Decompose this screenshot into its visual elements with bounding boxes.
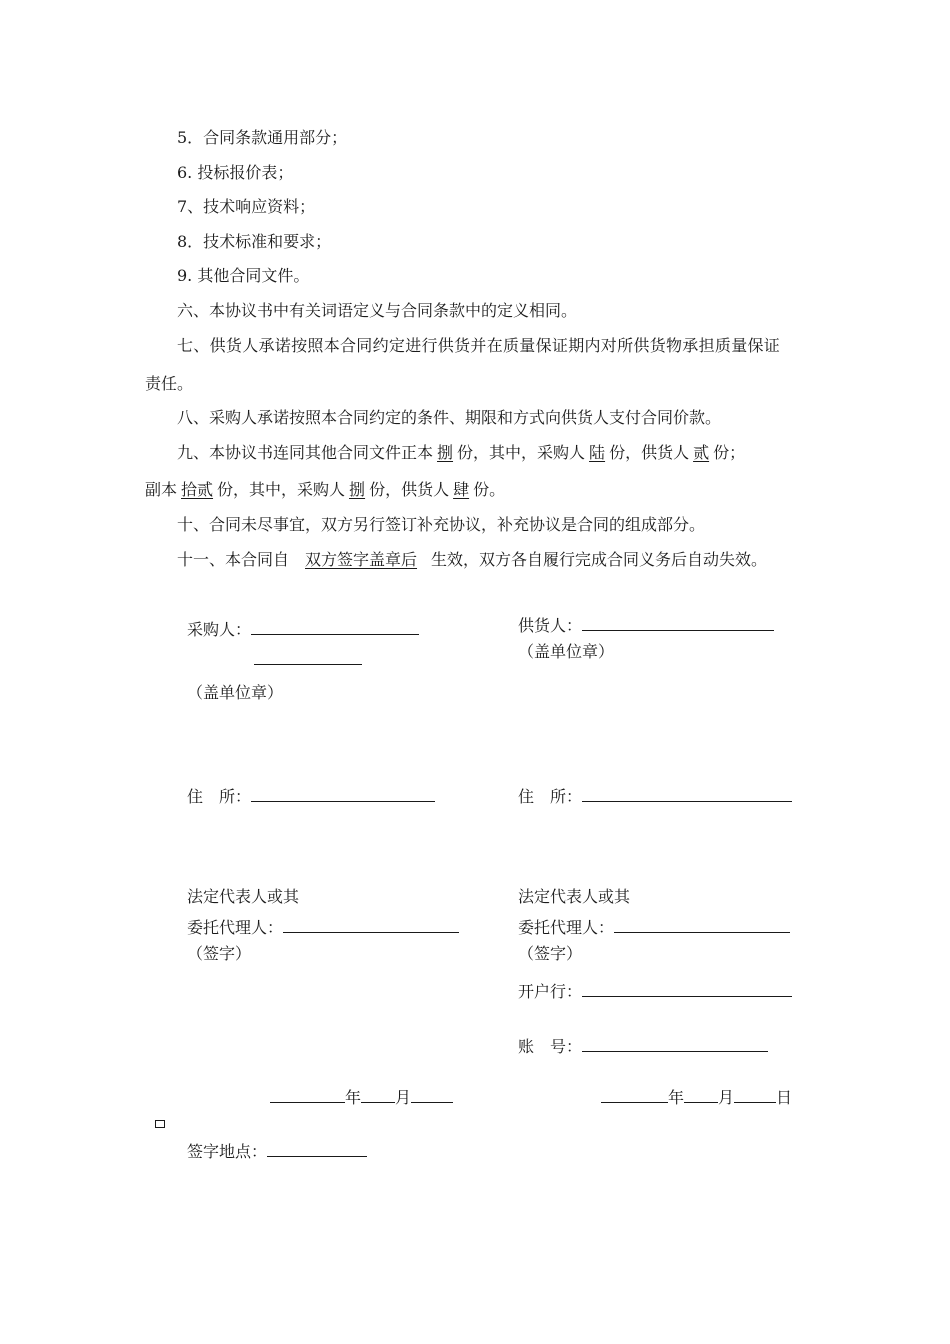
buyer-duplicate-count: 捌 [349,480,366,499]
buyer-agent-blank[interactable] [283,916,459,933]
buyer-label: 采购人： [187,620,252,639]
buyer-original-count: 陆 [589,443,606,462]
clause-9-text: 份，供货人 [369,480,450,499]
supplier-day-blank[interactable] [734,1086,776,1103]
clause-9-text: 份，其中，采购人 [457,443,586,462]
clause-6: 六、本协议书中有关词语定义与合同条款中的定义相同。 [177,301,578,320]
account-field [518,1035,768,1057]
clause-9-text: 份，其中，采购人 [217,480,346,499]
month-label: 月 [718,1088,735,1107]
buyer-field [187,618,419,640]
buyer-address-field [187,785,435,807]
clause-11-text: 生效，双方各自履行完成合同义务后自动失效。 [431,550,768,569]
clause-9-line1 [177,443,745,463]
clause-9-text: 九、本协议书连同其他合同文件正本 [177,443,434,462]
sign-place-blank[interactable] [267,1140,367,1157]
month-label: 月 [395,1088,412,1107]
checkbox-square-icon [155,1113,165,1133]
clause-7-line2: 责任。 [145,374,194,393]
buyer-date [270,1086,453,1108]
clause-8: 八、采购人承诺按照本合同约定的条件、期限和方式向供货人支付合同价款。 [177,408,722,427]
supplier-signature-note: （签字） [518,944,583,963]
supplier-agent-label: 委托代理人： [518,918,615,937]
supplier-date [601,1086,792,1108]
clause-9-text: 副本 [145,480,178,499]
clause-9-line2 [145,480,505,500]
supplier-agent-field [518,916,790,938]
buyer-address-blank[interactable] [251,785,435,802]
account-blank[interactable] [582,1035,768,1052]
day-label: 日 [776,1088,793,1107]
list-item-5: 5．合同条款通用部分； [177,128,348,147]
clause-9-text: 份，供货人 [609,443,690,462]
buyer-month-blank[interactable] [361,1086,395,1103]
clause-11 [177,550,767,570]
buyer-blank-2 [254,648,362,670]
supplier-original-count: 贰 [693,443,710,462]
list-item-8: 8．技术标准和要求； [177,232,332,251]
supplier-month-blank[interactable] [684,1086,718,1103]
supplier-blank[interactable] [582,614,774,631]
clause-9-text: 份。 [473,480,506,499]
supplier-seal-note: （盖单位章） [518,642,615,661]
bank-blank[interactable] [582,980,792,997]
supplier-year-blank[interactable] [601,1086,668,1103]
bank-field [518,980,792,1002]
list-item-9: 9. 其他合同文件。 [177,266,310,285]
buyer-address-label: 住 所： [187,787,252,806]
original-copies-count: 捌 [437,443,454,462]
bank-label: 开户行： [518,982,583,1001]
supplier-address-blank[interactable] [582,785,792,802]
buyer-agent-field [187,916,459,938]
buyer-legal-rep: 法定代表人或其 [187,887,300,906]
sign-place-field [187,1140,367,1162]
supplier-agent-blank[interactable] [614,916,790,933]
year-label: 年 [668,1088,685,1107]
clause-11-text: 十一、本合同自 [177,550,290,569]
clause-9-text: 份； [713,443,746,462]
list-item-7: 7、技术响应资料； [177,197,316,216]
buyer-day-blank[interactable] [411,1086,453,1103]
buyer-year-blank[interactable] [270,1086,345,1103]
effective-condition: 双方签字盖章后 [305,550,418,569]
buyer-agent-label: 委托代理人： [187,918,284,937]
supplier-duplicate-count: 肆 [453,480,470,499]
sign-place-label: 签字地点： [187,1142,268,1161]
supplier-field [518,614,774,636]
buyer-blank[interactable] [251,618,419,635]
supplier-label: 供货人： [518,616,583,635]
clause-10: 十、合同未尽事宜，双方另行签订补充协议，补充协议是合同的组成部分。 [177,515,706,534]
supplier-address-label: 住 所： [518,787,583,806]
buyer-seal-note: （盖单位章） [187,683,284,702]
duplicate-copies-count: 拾贰 [181,480,214,499]
year-label: 年 [345,1088,362,1107]
list-item-6: 6. 投标报价表； [177,163,294,182]
buyer-blank-line2[interactable] [254,648,362,665]
account-label: 账 号： [518,1037,583,1056]
supplier-legal-rep: 法定代表人或其 [518,887,631,906]
buyer-signature-note: （签字） [187,944,252,963]
clause-7-line1: 七、供货人承诺按照本合同约定进行供货并在质量保证期内对所供货物承担质量保证 [177,336,781,355]
supplier-address-field [518,785,792,807]
